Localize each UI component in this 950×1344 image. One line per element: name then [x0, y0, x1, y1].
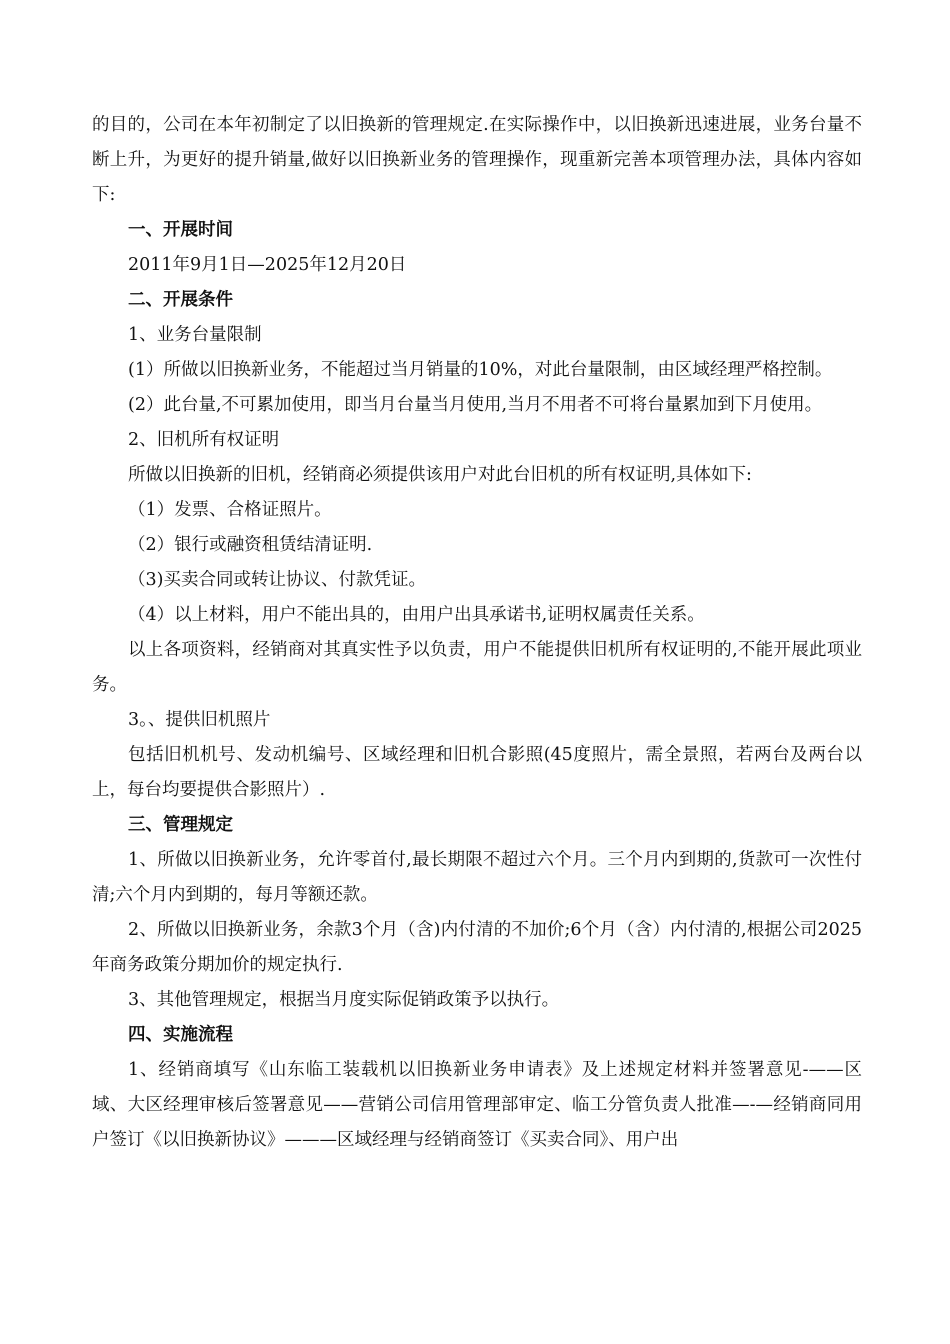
document-page — [92, 108, 862, 1158]
schedule-date-range: 2011年9月1日—2025年12月20日 — [128, 255, 407, 275]
paragraph-photos-detail: 包括旧机机号、发动机编号、区域经理和旧机合影照(45度照片，需全景照，若两台及两台以上，每台均要提供合影照片）. — [92, 745, 862, 800]
paragraph-limit-1: (1）所做以旧换新业务，不能超过当月销量的10%，对此台量限制，由区域经理严格控制。 — [128, 360, 833, 380]
subsection-ownership-proof: 2、旧机所有权证明 — [128, 430, 280, 450]
paragraph-management-3: 3、其他管理规定，根据当月度实际促销政策予以执行。 — [128, 990, 560, 1010]
section-heading-management: 三、管理规定 — [128, 815, 233, 835]
subsection-photos: 3。、提供旧机照片 — [128, 710, 271, 730]
list-item-contract: （3)买卖合同或转让协议、付款凭证。 — [128, 570, 426, 590]
list-item-invoice: （1）发票、合格证照片。 — [128, 500, 332, 520]
paragraph-limit-2: (2）此台量,不可累加使用，即当月台量当月使用,当月不用者不可将台量累加到下月使用。 — [128, 395, 823, 415]
paragraph-process-1: 1、经销商填写《山东临工装载机以旧换新业务申请表》及上述规定材料并签署意见-——区域、大区经理审核后签署意见——营销公司信用管理部审定、临工分管负责人批准—-—经销商同用户签订《以旧换新协议》———区域经理与经销商签订《买卖合同》、用户出 — [92, 1060, 862, 1150]
paragraph-management-1: 1、所做以旧换新业务，允许零首付,最长期限不超过六个月。三个月内到期的,货款可一次性付清;六个月内到期的，每月等额还款。 — [92, 850, 862, 905]
subsection-quantity-limit: 1、业务台量限制 — [128, 325, 262, 345]
section-heading-process: 四、实施流程 — [128, 1025, 233, 1045]
list-item-commitment: （4）以上材料，用户不能出具的，由用户出具承诺书,证明权属责任关系。 — [128, 605, 705, 625]
list-item-bank-proof: （2）银行或融资租赁结清证明. — [128, 535, 373, 555]
paragraph-ownership-intro: 所做以旧换新的旧机，经销商必须提供该用户对此台旧机的所有权证明,具体如下: — [128, 465, 752, 485]
section-heading-conditions: 二、开展条件 — [128, 290, 233, 310]
intro-paragraph: 的目的，公司在本年初制定了以旧换新的管理规定.在实际操作中，以旧换新迅速进展，业务台量不断上升，为更好的提升销量,做好以旧换新业务的管理操作，现重新完善本项管理办法，具体内容如下: — [92, 115, 862, 205]
paragraph-management-2: 2、所做以旧换新业务，余款3个月（含)内付清的不加价;6个月（含）内付清的,根据公司2025年商务政策分期加价的规定执行. — [92, 920, 862, 975]
paragraph-ownership-responsibility: 以上各项资料，经销商对其真实性予以负责，用户不能提供旧机所有权证明的,不能开展此项业务。 — [92, 640, 862, 695]
section-heading-schedule: 一、开展时间 — [128, 220, 233, 240]
